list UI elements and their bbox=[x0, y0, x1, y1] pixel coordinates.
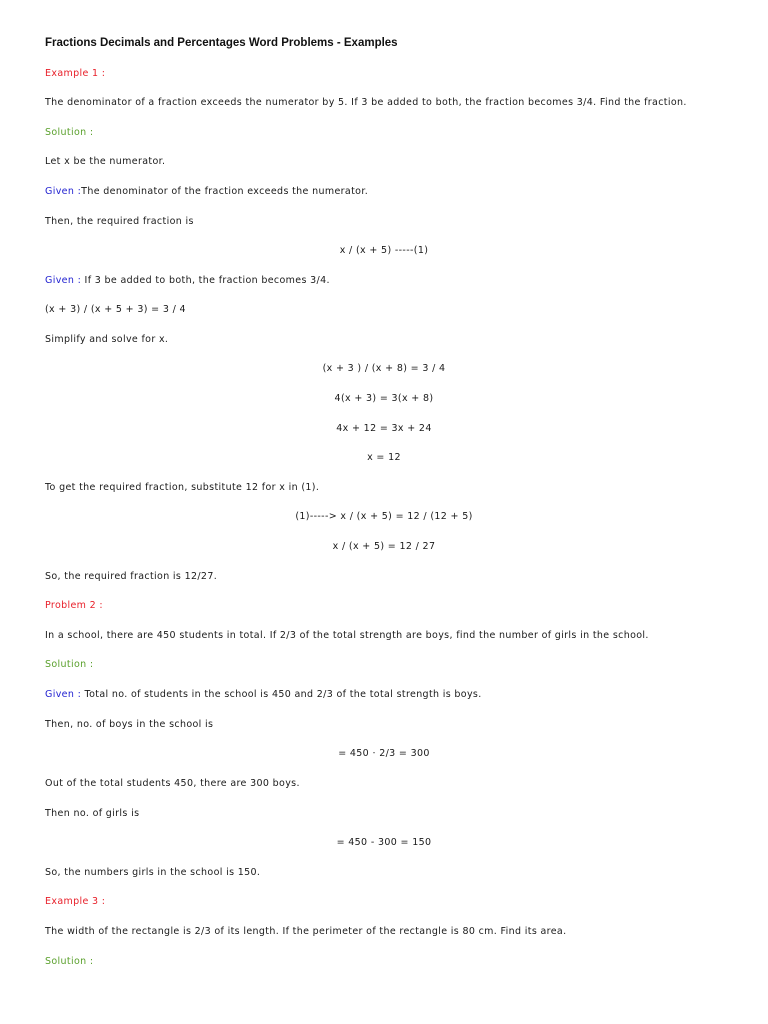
example-3-label: Example 3 : bbox=[45, 896, 106, 907]
given-label: Given : bbox=[45, 689, 82, 700]
example-1-then: Then, the required fraction is bbox=[45, 216, 194, 227]
example-1-equation-4: 4(x + 3) = 3(x + 8) bbox=[334, 393, 434, 404]
problem-2-question: In a school, there are 450 students in total. If 2/3 of the total strength are boys, find the number of girls in the school. bbox=[45, 630, 649, 641]
problem-2-then-girls: Then no. of girls is bbox=[45, 808, 140, 819]
example-1-equation-6: x = 12 bbox=[367, 452, 401, 463]
example-1-solution-label: Solution : bbox=[45, 127, 94, 138]
example-1-given-1 bbox=[45, 186, 368, 198]
example-1-label: Example 1 : bbox=[45, 68, 106, 79]
example-1-equation-2: (x + 3) / (x + 5 + 3) = 3 / 4 bbox=[45, 304, 186, 315]
example-1-given-2 bbox=[45, 275, 330, 287]
example-1-equation-7: (1)-----> x / (x + 5) = 12 / (12 + 5) bbox=[295, 511, 473, 522]
given-text: The denominator of the fraction exceeds the numerator. bbox=[81, 186, 369, 197]
problem-2-equation-1: = 450 ⋅ 2/3 = 300 bbox=[338, 748, 430, 759]
given-label: Given : bbox=[45, 275, 82, 286]
example-1-question: The denominator of a fraction exceeds the numerator by 5. If 3 be added to both, the fraction becomes 3/4. Find the fraction. bbox=[45, 97, 687, 108]
example-1-equation-8: x / (x + 5) = 12 / 27 bbox=[332, 541, 436, 552]
given-text: If 3 be added to both, the fraction becomes 3/4. bbox=[81, 275, 330, 286]
problem-2-solution-label: Solution : bbox=[45, 659, 94, 670]
given-text: Total no. of students in the school is 450 and 2/3 of the total strength is boys. bbox=[81, 689, 482, 700]
problem-2-given bbox=[45, 689, 482, 701]
example-3-question: The width of the rectangle is 2/3 of its length. If the perimeter of the rectangle is 80 cm. Find its area. bbox=[45, 926, 567, 937]
page-title: Fractions Decimals and Percentages Word Problems - Examples bbox=[45, 37, 398, 49]
example-1-answer: So, the required fraction is 12/27. bbox=[45, 571, 218, 582]
example-1-let: Let x be the numerator. bbox=[45, 156, 166, 167]
example-1-equation-5: 4x + 12 = 3x + 24 bbox=[336, 423, 432, 434]
example-3-solution-label: Solution : bbox=[45, 956, 94, 967]
example-1-equation-3: (x + 3 ) / (x + 8) = 3 / 4 bbox=[322, 363, 446, 374]
example-1-simplify: Simplify and solve for x. bbox=[45, 334, 169, 345]
problem-2-answer: So, the numbers girls in the school is 150. bbox=[45, 867, 261, 878]
problem-2-equation-2: = 450 - 300 = 150 bbox=[336, 837, 432, 848]
problem-2-label: Problem 2 : bbox=[45, 600, 103, 611]
problem-2-out-of: Out of the total students 450, there are 300 boys. bbox=[45, 778, 300, 789]
example-1-substitute: To get the required fraction, substitute 12 for x in (1). bbox=[45, 482, 320, 493]
example-1-equation-1: x / (x + 5) -----(1) bbox=[339, 245, 429, 256]
given-label: Given : bbox=[45, 186, 82, 197]
problem-2-then-boys: Then, no. of boys in the school is bbox=[45, 719, 214, 730]
